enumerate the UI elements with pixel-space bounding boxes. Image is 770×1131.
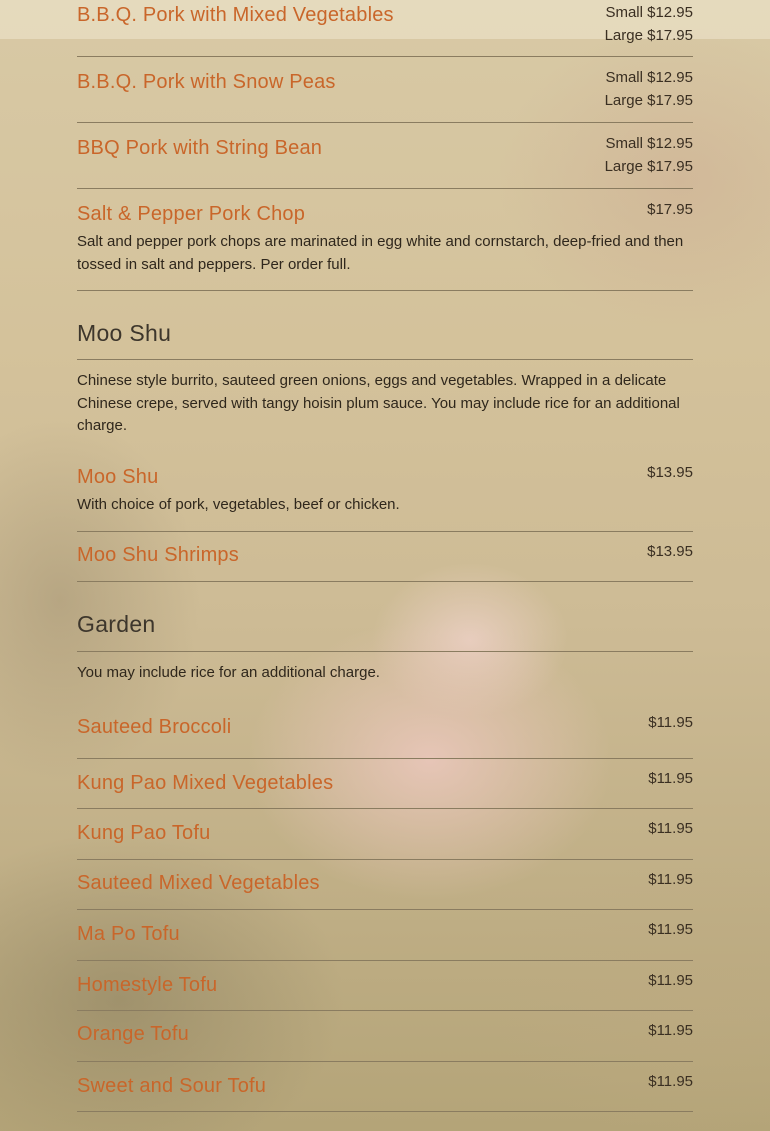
menu-item-price (647, 199, 693, 222)
menu-item-name: B.B.Q. Pork with Snow Peas (77, 71, 336, 93)
price: $11.95 (648, 972, 693, 989)
menu-item[interactable] (77, 860, 693, 910)
menu-item-price (648, 818, 693, 841)
section-description: Chinese style burrito, sauteed green onions, eggs and vegetables. Wrapped in a delicate Chinese crepe, served with tangy hoisin plum sauce. You may include rice for an additional charge. (77, 372, 680, 434)
price-small: Small $12.95 (605, 4, 693, 21)
menu-item-description: With choice of pork, vegetables, beef or chicken. (77, 496, 400, 513)
price: $11.95 (648, 921, 693, 938)
menu-item[interactable] (77, 961, 693, 1011)
price: $11.95 (648, 1073, 693, 1090)
menu-item[interactable] (77, 910, 693, 961)
price-small: Small $12.95 (605, 135, 693, 152)
menu-item-name: Moo Shu Shrimps (77, 544, 239, 566)
menu-item-price (605, 2, 693, 47)
menu-item-price (648, 1071, 693, 1094)
menu-item-price (648, 768, 693, 791)
menu-section-garden (77, 582, 693, 1112)
menu-item-name: Kung Pao Tofu (77, 822, 211, 844)
menu-item-name: Sauteed Mixed Vegetables (77, 872, 320, 894)
price-large: Large $17.95 (604, 157, 693, 175)
menu-item-price (605, 67, 693, 112)
menu-item-price (648, 970, 693, 993)
menu-item[interactable] (77, 123, 693, 189)
menu-item-description: Salt and pepper pork chops are marinated in egg white and cornstarch, deep-fried and then tossed in salt and peppers. Per order full. (77, 233, 684, 273)
section-description: You may include rice for an additional charge. (77, 664, 380, 681)
price-small: Small $12.95 (605, 69, 693, 86)
price-large: Large $17.95 (604, 91, 693, 109)
menu-item-name: B.B.Q. Pork with Mixed Vegetables (77, 4, 394, 26)
menu-item-name: Kung Pao Mixed Vegetables (77, 772, 334, 794)
menu-item-name: Sauteed Broccoli (77, 716, 232, 738)
menu-item[interactable] (77, 1062, 693, 1112)
menu-item-price (648, 869, 693, 892)
menu-item-price (605, 133, 693, 178)
menu-item-price (648, 1020, 693, 1043)
menu-item[interactable] (77, 457, 693, 532)
price: $11.95 (648, 820, 693, 837)
menu-item[interactable] (77, 0, 693, 57)
menu-item-price (648, 919, 693, 942)
price: $13.95 (647, 464, 693, 481)
menu-item[interactable] (77, 57, 693, 123)
section-header (77, 291, 693, 360)
menu-item[interactable] (77, 759, 693, 809)
menu-item-name: Ma Po Tofu (77, 923, 180, 945)
menu-item[interactable] (77, 809, 693, 860)
menu-item-price (647, 462, 693, 485)
menu-item[interactable] (77, 532, 693, 582)
menu-item[interactable] (77, 1011, 693, 1062)
price: $11.95 (648, 1022, 693, 1039)
menu-item-name: Sweet and Sour Tofu (77, 1075, 267, 1097)
section-title: Moo Shu (77, 320, 172, 346)
menu-item-price (648, 712, 693, 735)
menu-section-moo-shu (77, 291, 693, 582)
price: $11.95 (648, 770, 693, 787)
menu-group-pork (77, 0, 693, 291)
menu-item-name: Moo Shu (77, 466, 159, 488)
section-title: Garden (77, 611, 156, 637)
price: $17.95 (647, 201, 693, 218)
menu-item[interactable] (77, 189, 693, 291)
menu-item-price (647, 541, 693, 564)
menu-content (77, 0, 693, 1112)
section-header (77, 582, 693, 652)
price: $11.95 (648, 871, 693, 888)
menu-item-name: BBQ Pork with String Bean (77, 137, 323, 159)
menu-item-name: Homestyle Tofu (77, 974, 218, 996)
menu-item-name: Orange Tofu (77, 1023, 189, 1045)
price-large: Large $17.95 (604, 26, 693, 44)
menu-item-name: Salt & Pepper Pork Chop (77, 203, 306, 225)
menu-item[interactable] (77, 708, 693, 759)
price: $11.95 (648, 714, 693, 731)
price: $13.95 (647, 543, 693, 560)
